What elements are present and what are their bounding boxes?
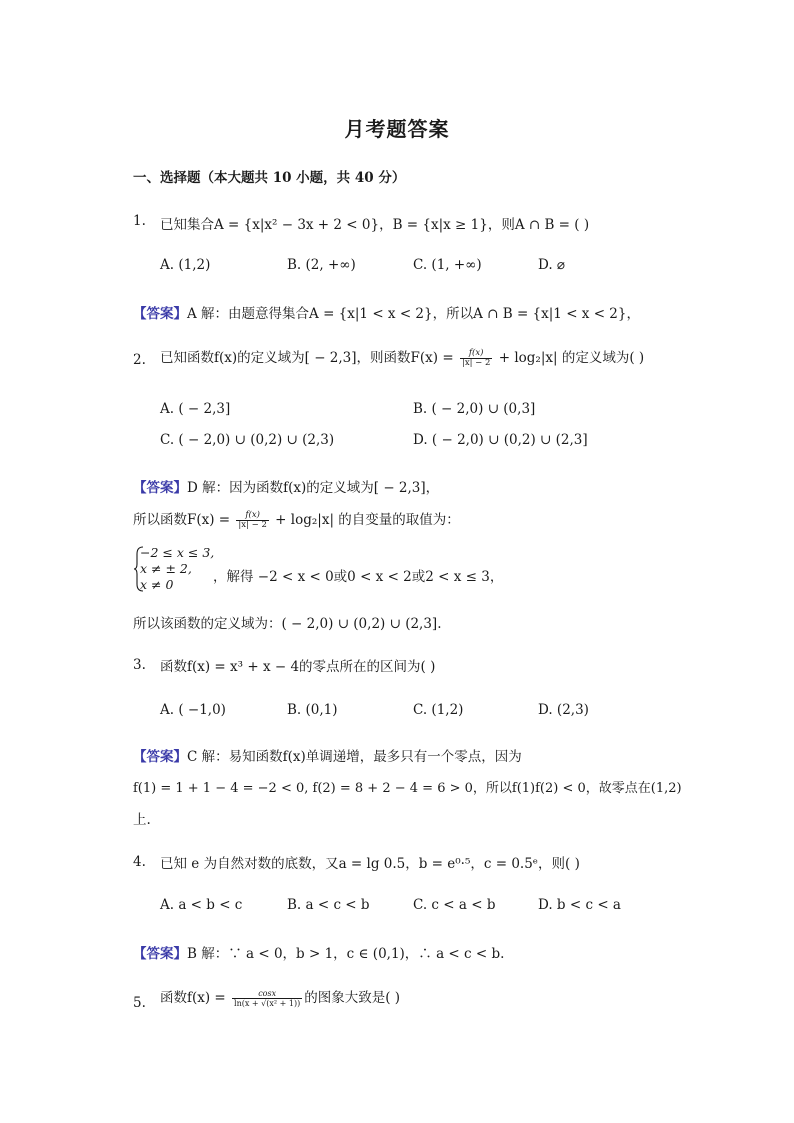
fraction-denominator: ln(x + √(x² + 1)) xyxy=(234,999,301,1008)
option-b: B. (0,1) xyxy=(287,702,338,718)
equation-system xyxy=(140,545,214,593)
answer-line xyxy=(133,508,460,530)
option-a: A. a < b < c xyxy=(160,897,243,913)
answer-text: f(1) = 1 + 1 − 4 = −2 < 0, f(2) = 8 + 2 − 4 = 6 > 0，所以f(1)f(2) < 0，故零点在(1,2) xyxy=(133,781,682,796)
question-number: 2. xyxy=(133,352,146,368)
answer-label: 【答案】 xyxy=(133,946,187,962)
option-d: D. ( − 2,0) ∪ (0,2) ∪ (2,3] xyxy=(413,432,588,448)
question-number: 5. xyxy=(133,995,146,1011)
answer-text: ，解得 −2 < x < 0或0 < x < 2或2 < x ≤ 3， xyxy=(213,569,504,585)
question-number: 3. xyxy=(133,657,146,673)
question-text-part: 已知函数f(x)的定义域为[ − 2,3]，则函数F(x) = xyxy=(160,350,458,366)
fraction-numerator: cosx xyxy=(232,989,302,999)
system-line: x ≠ 0 xyxy=(140,577,174,592)
fraction-numerator: f(x) xyxy=(236,511,268,521)
fraction-denominator: |x| − 2 xyxy=(238,520,267,530)
section-heading: 一、选择题（本大题共 10 小题，共 40 分） xyxy=(133,170,406,186)
question-text-part: + log₂|x| 的定义域为( ) xyxy=(494,350,645,366)
fraction-numerator: f(x) xyxy=(460,349,492,359)
answer-text: B 解：∵ a < 0，b > 1，c ∈ (0,1)，∴ a < c < b. xyxy=(187,946,505,962)
option-d: D. b < c < a xyxy=(538,897,621,913)
option-c: C. ( − 2,0) ∪ (0,2) ∪ (2,3) xyxy=(160,432,335,448)
answer-line xyxy=(133,302,640,322)
option-c: C. (1,2) xyxy=(413,702,464,718)
option-a: A. ( − 2,3] xyxy=(160,401,231,417)
answer-text: A 解：由题意得集合A = {x|1 < x < 2}，所以A ∩ B = {x|1 < x < 2}， xyxy=(187,306,640,322)
option-c: C. c < a < b xyxy=(413,897,496,913)
answer-text: D 解：因为函数f(x)的定义域为[ − 2,3]， xyxy=(187,480,440,496)
answer-text: 所以该函数的定义域为：( − 2,0) ∪ (0,2) ∪ (2,3]. xyxy=(133,616,442,632)
question-text: 函数f(x) = x³ + x − 4的零点所在的区间为( ) xyxy=(160,659,436,675)
system-line: −2 ≤ x ≤ 3, xyxy=(140,545,215,560)
answer-label: 【答案】 xyxy=(133,749,187,765)
option-a: A. (1,2) xyxy=(160,257,211,273)
question-text xyxy=(160,986,400,1008)
option-a: A. ( −1,0) xyxy=(160,702,226,718)
option-b: B. (2, +∞) xyxy=(287,257,356,273)
question-text xyxy=(160,346,644,368)
page-title: 月考题答案 xyxy=(344,117,450,141)
question-text: 已知 e 为自然对数的底数，又a = lg 0.5，b = e⁰·⁵，c = 0.5ᵉ，则( ) xyxy=(160,856,580,872)
question-text-part: 的图象大致是( ) xyxy=(304,990,401,1006)
answer-text: C 解：易知函数f(x)单调递增，最多只有一个零点，因为 xyxy=(187,749,522,765)
option-b: B. a < c < b xyxy=(287,897,370,913)
answer-text: 上. xyxy=(133,812,151,828)
option-b: B. ( − 2,0) ∪ (0,3] xyxy=(413,401,536,417)
question-number: 4. xyxy=(133,854,146,870)
answer-line xyxy=(133,942,504,962)
question-text: 已知集合A = {x|x² − 3x + 2 < 0}，B = {x|x ≥ 1}，则A ∩ B = ( ) xyxy=(160,217,590,233)
fraction xyxy=(232,989,302,1008)
answer-label: 【答案】 xyxy=(133,480,187,496)
fraction xyxy=(460,349,492,368)
answer-label: 【答案】 xyxy=(133,306,187,322)
answer-text-part: + log₂|x| 的自变量的取值为： xyxy=(270,512,460,528)
fraction-denominator: |x| − 2 xyxy=(461,358,491,368)
fraction xyxy=(236,511,268,530)
question-text-part: 函数f(x) = xyxy=(160,990,231,1006)
question-number: 1. xyxy=(133,213,146,229)
answer-text-part: 所以函数F(x) = xyxy=(133,512,235,528)
system-line: x ≠ ± 2, xyxy=(140,561,192,576)
answer-line xyxy=(133,745,522,765)
option-d: D. ⌀ xyxy=(538,257,566,273)
option-d: D. (2,3) xyxy=(538,702,589,718)
answer-line xyxy=(133,476,439,496)
option-c: C. (1, +∞) xyxy=(413,257,482,273)
